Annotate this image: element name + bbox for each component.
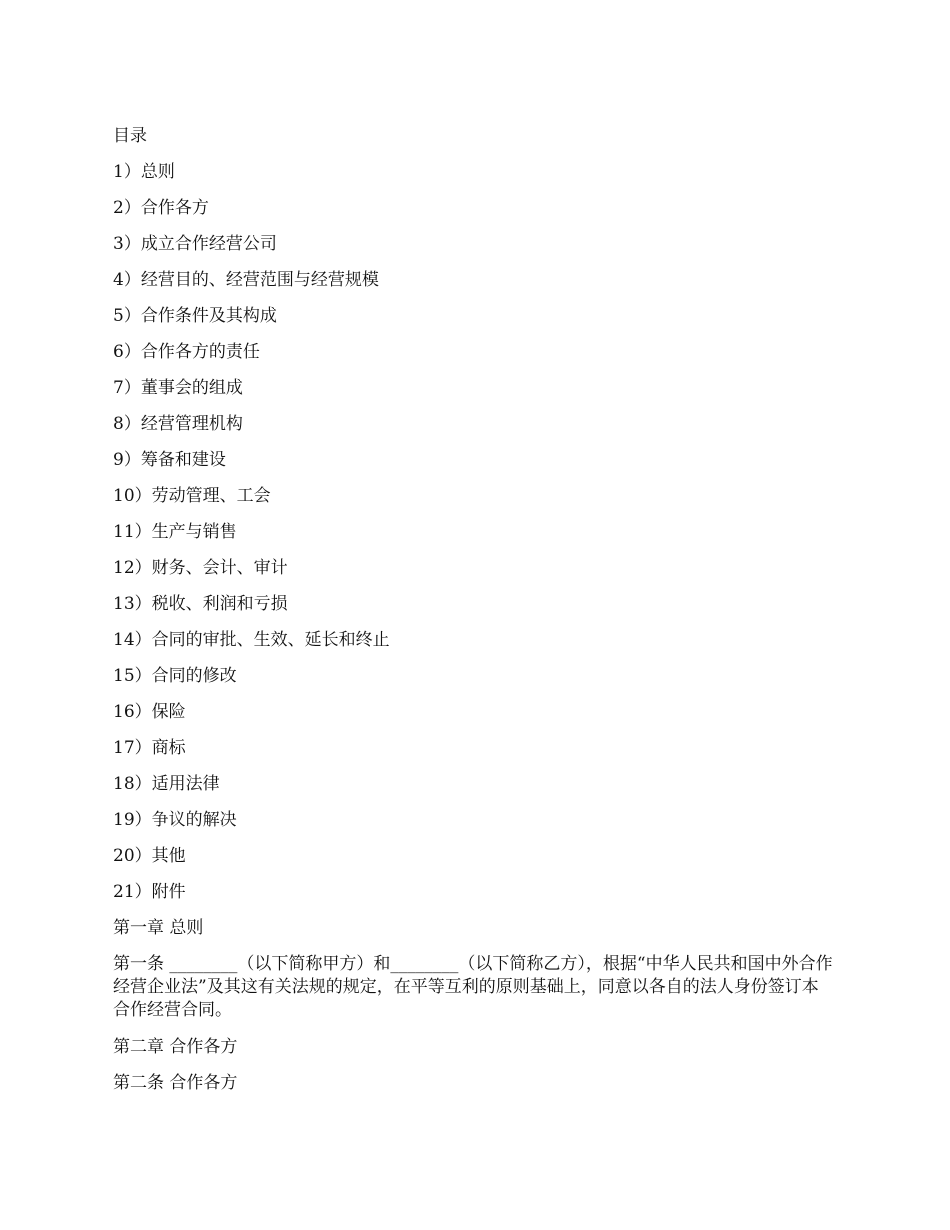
toc-item: 8）经营管理机构 [113,414,243,434]
toc-item: 21）附件 [113,882,186,902]
toc-item: 20）其他 [113,846,186,866]
toc-list [113,159,833,915]
article-1-text: 第一条 ________（以下简称甲方）和________（以下简称乙方），根据“中华人民共和国中外合作经营企业法”及其这有关法规的规定，在平等互利的原则基础上，同意以各自的法人身份签订本合作经营合同。 [113,954,833,1020]
toc-item: 3）成立合作经营公司 [113,234,277,254]
toc-item: 16）保险 [113,702,186,722]
toc-item: 14）合同的审批、生效、延长和终止 [113,630,390,650]
toc-item: 6）合作各方的责任 [113,342,260,362]
toc-item: 12）财务、会计、审计 [113,558,288,578]
article-2-heading: 第二条 合作各方 [113,1073,238,1093]
toc-item: 11）生产与销售 [113,522,237,542]
chapter-1-heading: 第一章 总则 [113,918,204,938]
toc-item: 5）合作条件及其构成 [113,306,277,326]
toc-title: 目录 [113,126,147,146]
chapter-2-heading: 第二章 合作各方 [113,1037,238,1057]
toc-item: 15）合同的修改 [113,666,237,686]
toc-item: 4）经营目的、经营范围与经营规模 [113,270,379,290]
toc-item: 17）商标 [113,738,186,758]
toc-item: 7）董事会的组成 [113,378,243,398]
toc-item: 10）劳动管理、工会 [113,486,271,506]
toc-item: 13）税收、利润和亏损 [113,594,288,614]
toc-item: 9）筹备和建设 [113,450,226,470]
toc-item: 19）争议的解决 [113,810,237,830]
toc-item: 2）合作各方 [113,198,209,218]
toc-item: 1）总则 [113,162,175,182]
toc-item: 18）适用法律 [113,774,220,794]
document-page [113,123,833,1106]
